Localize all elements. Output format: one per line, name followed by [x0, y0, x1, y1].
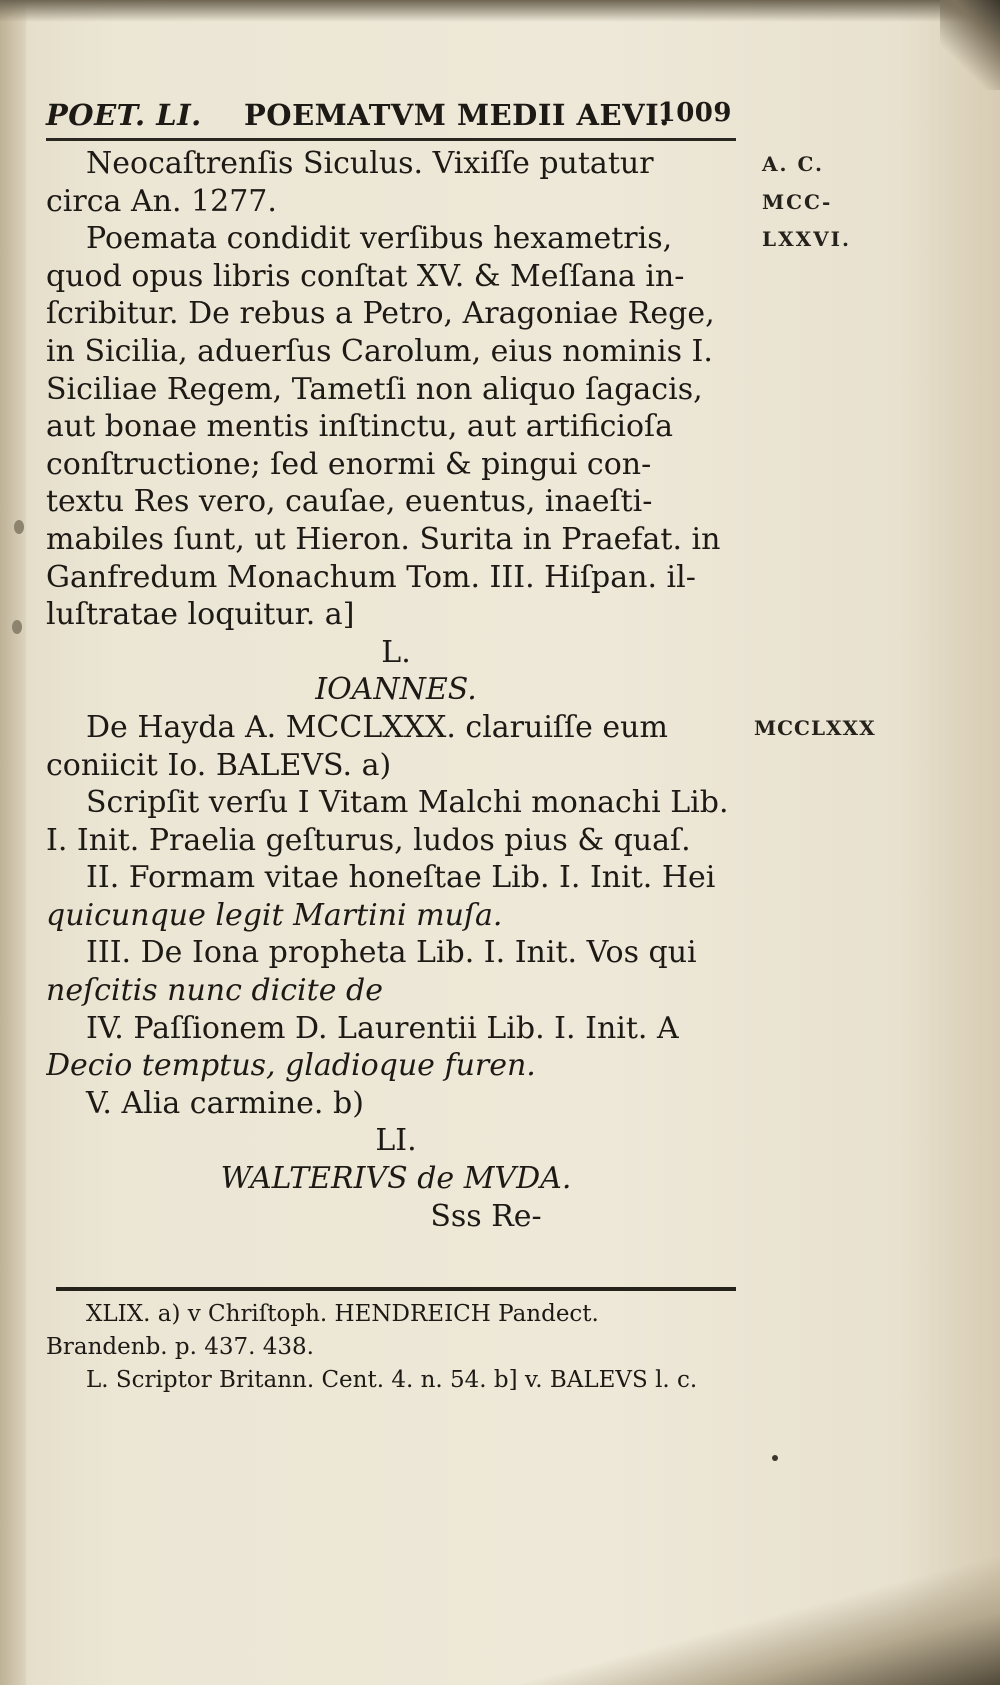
page-corner	[940, 0, 1000, 90]
section-number: LI.	[375, 1123, 417, 1159]
running-header	[46, 98, 736, 134]
text-line: Neocaſtrenſis Siculus. Vixiſſe putatur	[86, 146, 654, 181]
text-line: luſtratae loquitur. a]	[46, 597, 355, 633]
ink-speck	[772, 1455, 778, 1461]
footnotes	[46, 1298, 746, 1397]
text-line: ſcribitur. De rebus a Petro, Aragoniae Rege,	[46, 296, 715, 332]
page-number: 1009	[657, 98, 732, 128]
margin-note: MCCLXXX	[754, 716, 876, 740]
margin-note: A. C.	[762, 152, 824, 176]
ink-speck	[12, 620, 22, 634]
text-line: Poemata condidit verſibus hexametris,	[86, 221, 673, 257]
text-line: coniicit Io. BALEVS. a)	[46, 747, 392, 783]
text-line: conſtructione; ſed enormi & pingui con-	[46, 446, 652, 482]
main-text	[46, 145, 746, 1235]
text-line: III. De Iona propheta Lib. I. Init. Vos qui	[86, 935, 697, 971]
text-line: textu Res vero, cauſae, euentus, inaeſti-	[46, 484, 653, 520]
section-number: L.	[381, 634, 411, 670]
text-line: neſcitis nunc dicite de	[46, 973, 383, 1009]
book-gutter	[0, 0, 26, 1685]
footnote-line: XLIX. a) v Chriſtoph. HENDREICH Pandect.	[86, 1301, 599, 1327]
margin-note: MCC-	[762, 190, 833, 214]
header-rule	[46, 138, 736, 141]
header-title: POEMATVM MEDII AEVI.	[244, 98, 670, 132]
header-section: POET. LI.	[46, 98, 202, 132]
margin-note: LXXVI.	[762, 227, 851, 251]
text-line: IV. Paſſionem D. Laurentii Lib. I. Init. A	[86, 1010, 679, 1046]
footnote-line: Brandenb. p. 437. 438.	[46, 1334, 314, 1360]
signature-catchword-line: Sss Re-	[430, 1198, 542, 1234]
text-line: circa An. 1277.	[46, 183, 277, 219]
top-edge-shadow	[0, 0, 1000, 22]
text-line: Decio temptus, gladioque furen.	[46, 1048, 536, 1084]
text-line: II. Formam vitae honeſtae Lib. I. Init. Hei	[86, 860, 716, 896]
text-line: I. Init. Praelia geſturus, ludos pius & quaſ.	[46, 822, 691, 858]
footnote-rule	[56, 1287, 736, 1291]
text-line: in Sicilia, aduerſus Carolum, eius nominis I.	[46, 333, 713, 369]
footnote-line: L. Scriptor Britann. Cent. 4. n. 54. b] v. BALEVS l. c.	[86, 1367, 698, 1393]
text-line: quod opus libris conſtat XV. & Meſſana in-	[46, 258, 685, 294]
text-line: Ganfredum Monachum Tom. III. Hiſpan. il-	[46, 559, 696, 595]
text-line: Scripſit verſu I Vitam Malchi monachi Lib.	[86, 785, 729, 821]
text-line: mabiles ſunt, ut Hieron. Surita in Praefat. in	[46, 521, 721, 557]
text-line: quicunque legit Martini muſa.	[46, 897, 503, 933]
text-line: V. Alia carmine. b)	[86, 1085, 364, 1121]
section-heading: IOANNES.	[315, 672, 477, 708]
text-line: Siciliae Regem, Tametſi non aliquo ſagacis,	[46, 371, 703, 407]
text-line: De Hayda A. MCCLXXX. claruiſſe eum	[86, 709, 668, 745]
page-bottom-curl	[440, 1545, 1000, 1685]
section-heading: WALTERIVS de MVDA.	[220, 1161, 572, 1197]
ink-speck	[14, 520, 24, 534]
text-line: aut bonae mentis inſtinctu, aut artificioſa	[46, 409, 674, 445]
